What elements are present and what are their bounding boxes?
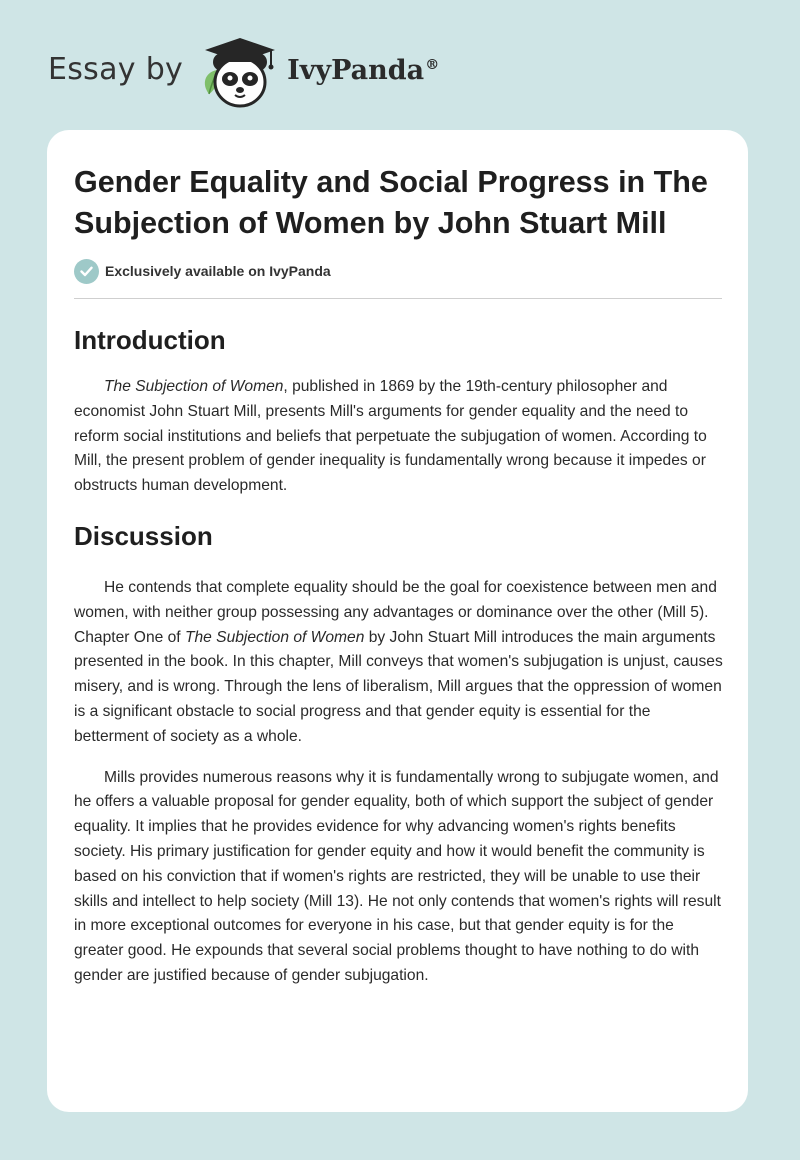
exclusive-badge	[74, 258, 722, 284]
section-heading-discussion: Discussion	[74, 520, 213, 551]
discussion-paragraph-1: He contends that complete equality should be the goal for coexistence between men and women, with neither group possessing any advantages or dominance over the other (Mill 5). Chapter One of The Subjection of Women by John Stuart Mill introduces the main arguments presented in the book. In this chapter, Mill conveys that women's subjugation is unjust, causes misery, and is wrong. Through the lens of liberalism, Mill argues that the oppression of women is a significant obstacle to social progress and that gender equity is essential for the betterment of society as a whole.	[74, 578, 723, 745]
divider	[74, 298, 722, 299]
essay-by-label: Essay by	[48, 51, 184, 87]
book-title-italic: The Subjection of Women	[104, 378, 284, 395]
brand-name[interactable]: IvyPanda®	[287, 54, 440, 86]
book-title-italic: The Subjection of Women	[184, 628, 365, 646]
site-header	[48, 32, 439, 112]
page-title: Gender Equality and Social Progress in The Subjection of Women by John Stuart Mill	[74, 165, 708, 240]
check-icon	[74, 259, 99, 284]
registered-mark: ®	[425, 56, 440, 73]
panda-logo-icon[interactable]	[195, 32, 285, 112]
discussion-paragraph-2: Mills provides numerous reasons why it is fundamentally wrong to subjugate women, and he offers a valuable proposal for gender equality, both of which support the subject of gender equality. It implies that he provides evidence for why advancing women's rights benefits society. His primary justification for gender equity and how it would benefit the community is based on his conviction that if women's rights are restricted, they will be unable to use their skills and intellect to help society (Mill 13). He not only contends that women's rights will result in more exceptional outcomes for everyone in his case, but that gender equity is for the greater good. He expounds that several social problems thought to have nothing to do with gender are justified because of gender subjugation.	[74, 768, 721, 984]
intro-paragraph: The Subjection of Women, published in 1869 by the 19th-century philosopher and economist John Stuart Mill, presents Mill's arguments for gender equality and the need to reform social institutions and beliefs that perpetuate the subjugation of women. According to Mill, the present problem of gender inequality is fundamentally wrong because it impedes or obstructs human development.	[74, 378, 707, 495]
essay-card	[47, 130, 748, 1112]
exclusive-badge-label: Exclusively available on IvyPanda	[105, 263, 331, 279]
section-heading-introduction: Introduction	[74, 325, 226, 355]
